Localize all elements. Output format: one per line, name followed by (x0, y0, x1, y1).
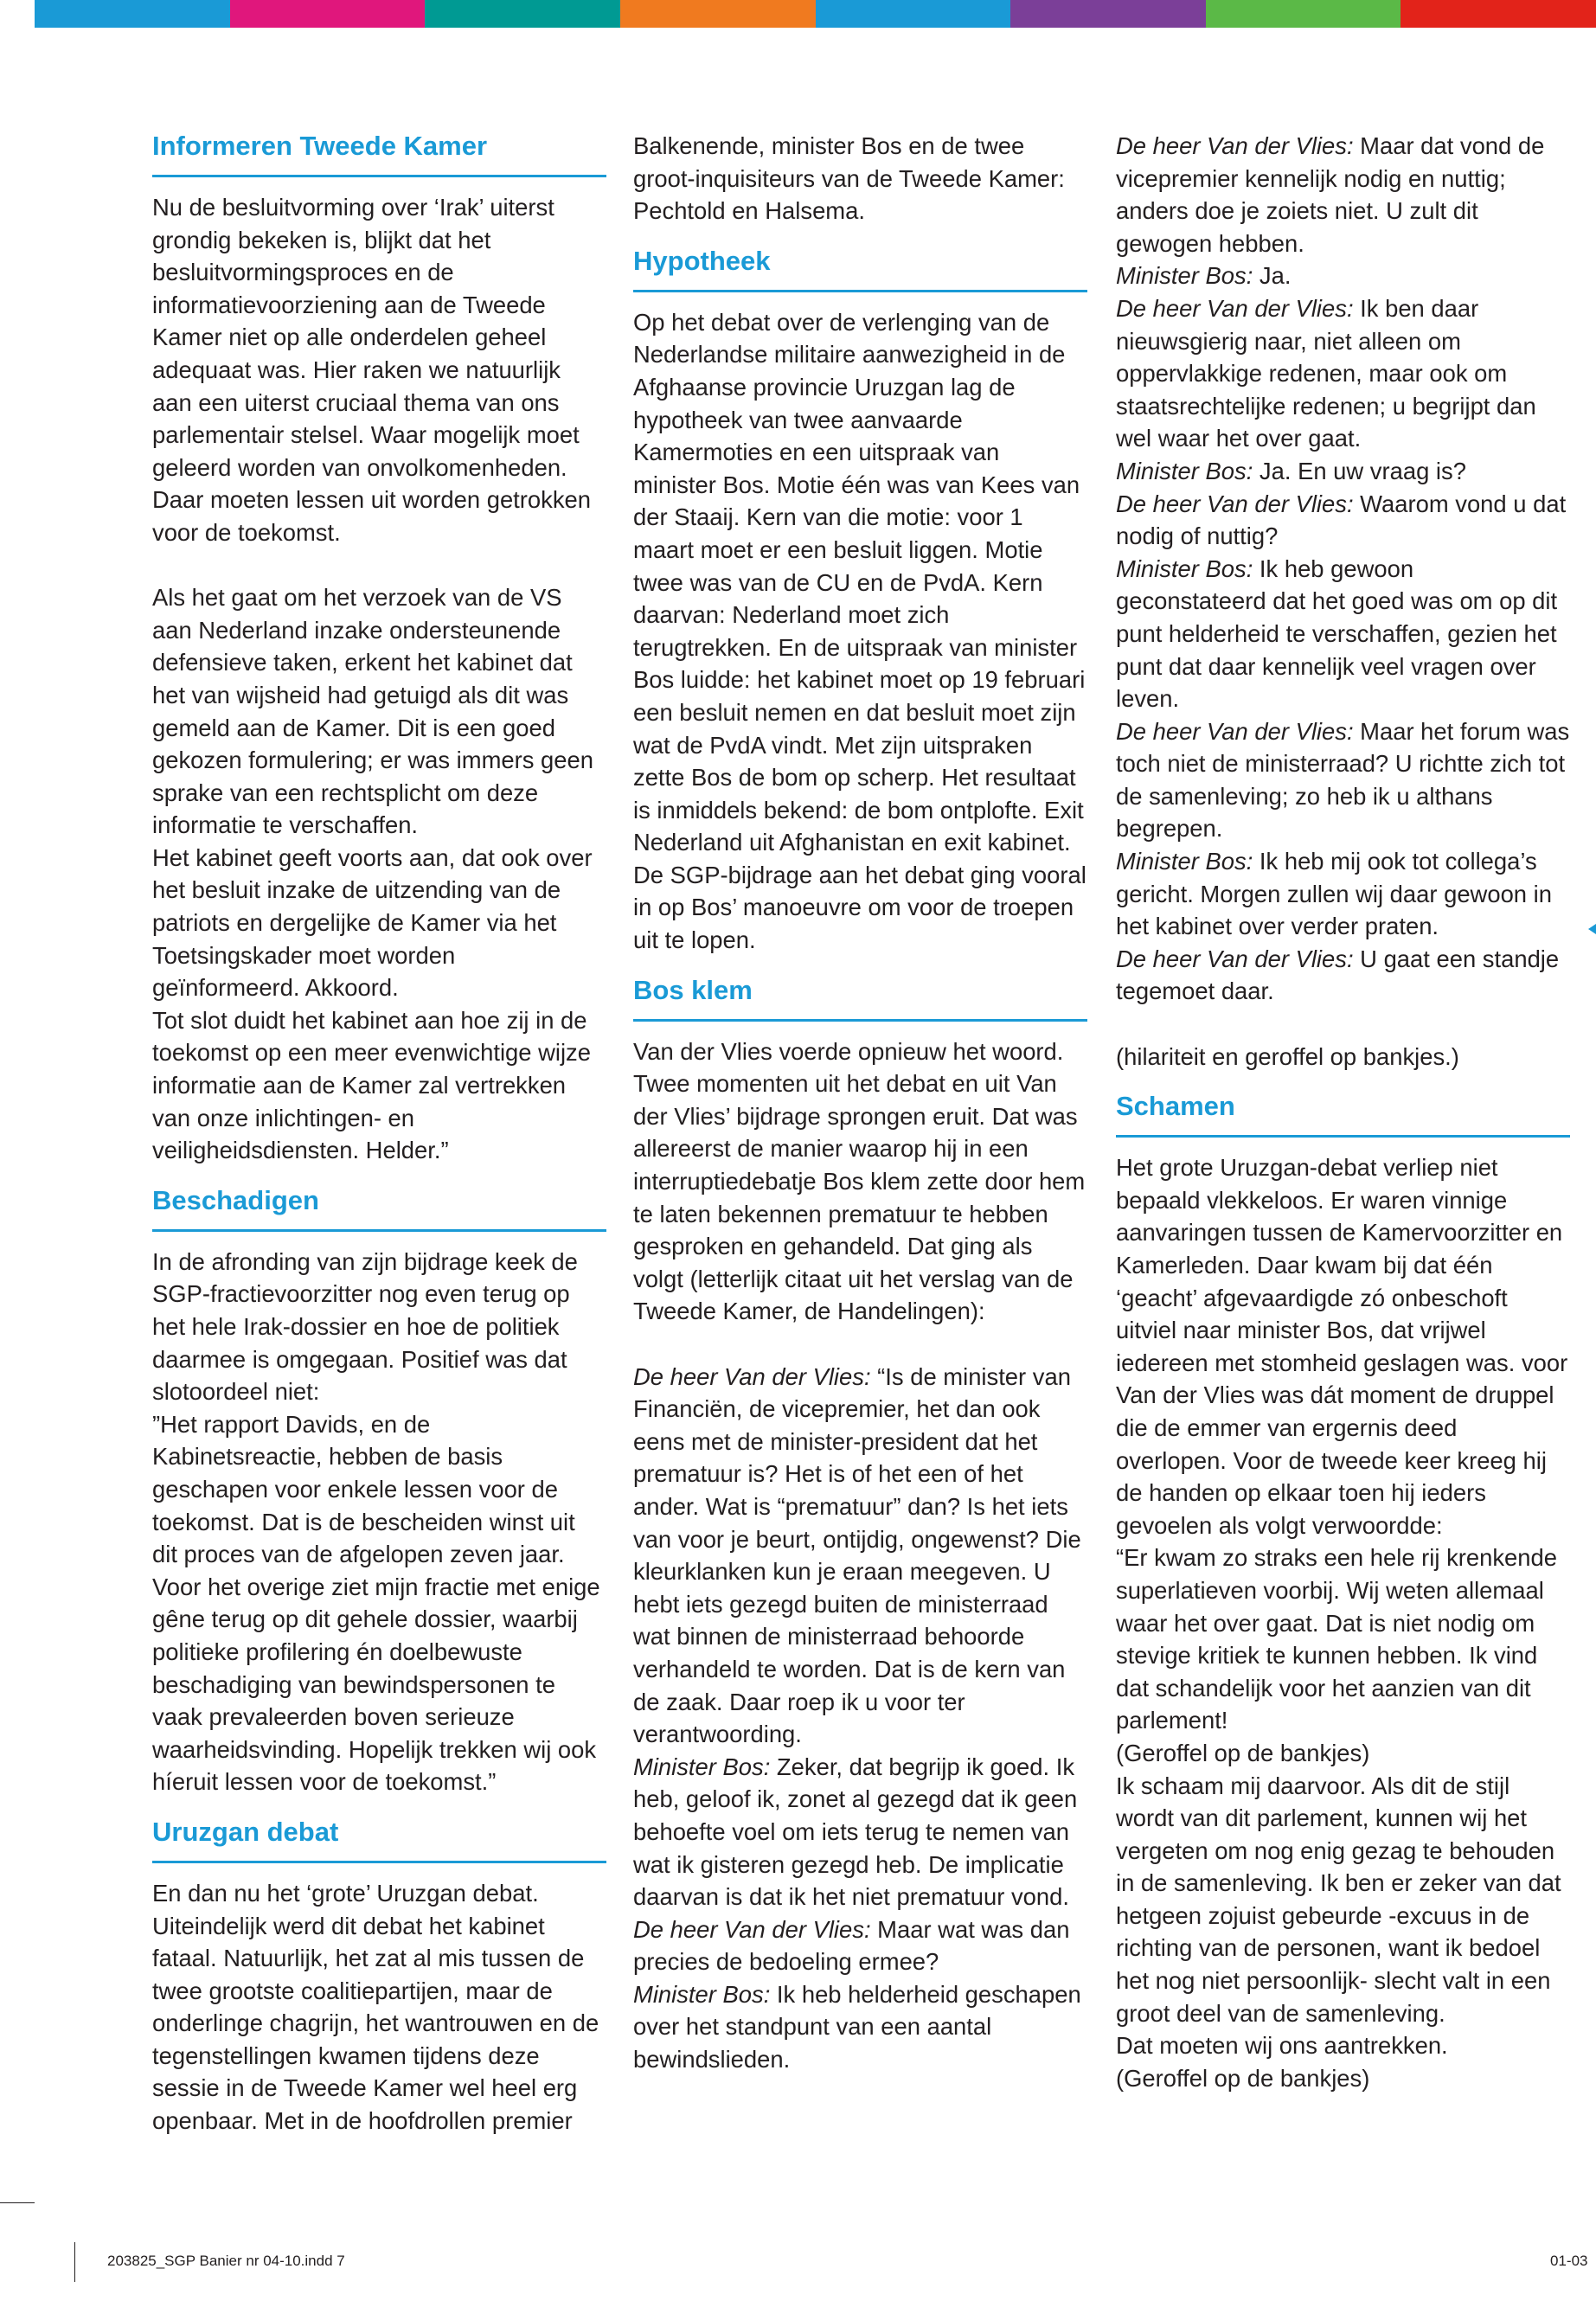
paragraph: In de afronding van zijn bijdrage keek de SGP-fractievoorzitter nog even terug op het hele Irak-dossier en hoe de politiek daarmee is omgegaan. Positief was dat slotoordeel niet: (152, 1247, 578, 1406)
footer-date: 01-03 (1550, 2253, 1588, 2269)
paragraph: Het grote Uruzgan-debat verliep niet bepaald vlekkeloos. Er waren vinnige aanvaringen tussen de Kamervoorzitter en Kamerleden. Daar kwam bij dat één ‘geacht’ afgevaardigde zó onbeschoft uitviel naar minister Bos, dat vrijwel iedereen met stomheid geslagen was. voor Van der Vlies was dát moment de druppel die de emmer van ergernis deed overlopen. Voor de tweede keer kreeg hij de handen op elkaar toen hij ieders gevoelen als volgt verwoordde: (1116, 1154, 1568, 1539)
speech: Ik heb gewoon geconstateerd dat het goed was om op dit punt helderheid te verschaffen, gezien het punt dat daar kennelijk veel vragen over leven. (1116, 554, 1558, 713)
dialogue-line (1116, 455, 1570, 488)
paragraph: (hilariteit en geroffel op bankjes.) (1116, 1042, 1459, 1070)
color-bar-segment (1010, 0, 1206, 28)
speaker: De heer Van der Vlies: (1116, 294, 1354, 322)
heading-hypotheek: Hypotheek (633, 245, 771, 276)
color-bar-segment (620, 0, 816, 28)
heading-rule (633, 290, 1087, 292)
speech: Ik heb helderheid geschapen over het standpunt van een aantal bewindslieden. (633, 1980, 1081, 2073)
speech: Ik ben daar nieuwsgierig naar, niet alleen om oppervlakkige redenen, maar ook om staatsrechtelijke redenen; u begrijpt dan wel waar het over gaat. (1116, 294, 1536, 452)
paragraph: “Er kwam zo straks een hele rij krenkende superlatieven voorbij. Wij weten allemaal waar het over gaat. Dat is niet nodig om stevige kritiek te kunnen hebben. Ik vind dat schandelijk voor het aanzien van dit parlement! (1116, 1544, 1557, 1734)
crop-mark (74, 2242, 75, 2282)
heading-informeren: Informeren Tweede Kamer (152, 131, 488, 161)
speaker: De heer Van der Vlies: (1116, 945, 1354, 972)
paragraph: Dat moeten wij ons aantrekken. (1116, 2032, 1448, 2060)
heading-rule (152, 175, 606, 177)
paragraph: Van der Vlies voerde opnieuw het woord. Twee momenten uit het debat en uit Van der Vlies’ bijdrage sprongen eruit. Dat was allereerst de manier waarop hij in een interruptiedebatje Bos klem zette door hem te laten bekennen prematuur te hebben gesproken en gehandeld. Dat ging als volgt (letterlijk citaat uit het verslag van de Tweede Kamer, de Handelingen): (633, 1037, 1086, 1325)
footer-file-name: 203825_SGP Banier nr 04-10.indd 7 (107, 2253, 345, 2269)
dialogue-line (1116, 553, 1570, 715)
paragraph: Tot slot duidt het kabinet aan hoe zij in de toekomst op een meer evenwichtige wijze informatie aan de Kamer zal vertrekken van onze inlichtingen- en veiligheidsdiensten. Helder.” (152, 1006, 591, 1164)
speaker: De heer Van der Vlies: (1116, 717, 1354, 745)
column-1 (152, 130, 606, 2138)
paragraph: (Geroffel op de bankjes) (1116, 1739, 1370, 1766)
dialogue-line (1116, 943, 1570, 1008)
heading-schamen: Schamen (1116, 1091, 1235, 1122)
dialogue-line (1116, 292, 1570, 455)
color-bar-segment (1401, 0, 1596, 28)
column-2 (633, 130, 1087, 2076)
heading-rule (633, 1019, 1087, 1022)
dialogue-line (1116, 845, 1570, 943)
speaker: Minister Bos: (1116, 457, 1253, 484)
speech: Ik heb mij ook tot collega’s gericht. Morgen zullen wij daar gewoon in het kabinet over verder praten. (1116, 848, 1552, 940)
speech: Waarom vond u dat nodig of nuttig? (1116, 490, 1567, 550)
dialogue-line (1116, 488, 1570, 553)
column-3 (1116, 130, 1570, 2094)
color-bar-segment (1206, 0, 1401, 28)
dialogue-line (633, 1361, 1087, 1751)
color-bar-segment (425, 0, 620, 28)
dialogue-line (633, 1913, 1087, 1978)
margin-marker-icon (1588, 924, 1596, 934)
speaker: De heer Van der Vlies: (1116, 132, 1354, 159)
paragraph: Op het debat over de verlenging van de Nederlandse militaire aanwezigheid in de Afghaanse provincie Uruzgan lag de hypotheek van twee aanvaarde Kamermoties en een uitspraak van minister Bos. Motie één was van Kees van der Staaij. Kern van die motie: voor 1 maart moet er een besluit liggen. Motie twee was van de CU en de PvdA. Kern daarvan: Nederland moet zich terugtrekken. En de uitspraak van minister Bos luidde: het kabinet moet op 19 februari een besluit nemen en dat besluit moet zijn wat de PvdA vindt. Met zijn uitspraken zette Bos de bom op scherp. Het resultaat is inmiddels bekend: de bom ontplofte. Exit Nederland uit Afghanistan en exit kabinet. De SGP-bijdrage aan het debat ging vooral in op Bos’ manoeuvre om voor de troepen uit te lopen. (633, 308, 1086, 954)
speaker: Minister Bos: (633, 1753, 771, 1780)
dialogue-line (633, 1751, 1087, 1913)
color-bar-segment (35, 0, 230, 28)
paragraph: Ik schaam mij daarvoor. Als dit de stijl wordt van dit parlement, kunnen wij het vergeten om nog enig gezag te behouden in de samenleving. Ik ben er zeker van dat hetgeen zojuist gebeurde -excuus in de richting van de personen, want ik bedoel het nog niet persoonlijk- slecht valt in een groot deel van de samenleving. (1116, 1772, 1561, 2027)
speech: Zeker, dat begrijp ik goed. Ik heb, geloof ik, zonet al gezegd dat ik geen behoefte voel om iets terug te nemen van wat ik gisteren gezegd heb. De implicatie daarvan is dat ik het niet prematuur vond. (633, 1753, 1078, 1911)
speaker: Minister Bos: (1116, 848, 1253, 875)
spacer (633, 957, 1087, 974)
color-bar-segment (816, 0, 1011, 28)
speech: Ja. (1253, 262, 1292, 290)
paragraph: En dan nu het ‘grote’ Uruzgan debat. Uiteindelijk werd dit debat het kabinet fataal. Natuurlijk, het zat al mis tussen de twee grootste coalitiepartijen, maar de onderlinge chagrijn, het wantrouwen en de tegenstellingen kwamen tijdens deze sessie in de Tweede Kamer wel heel erg openbaar. Met in de hoofdrollen premier (152, 1879, 599, 2135)
heading-bos-klem: Bos klem (633, 974, 753, 1005)
spacer (152, 1798, 606, 1816)
dialogue-line (1116, 715, 1570, 845)
speaker: Minister Bos: (1116, 554, 1253, 582)
paragraph: Nu de besluitvorming over ‘Irak’ uiterst grondig bekeken is, blijkt dat het besluitvormingsproces en de informatievoorziening aan de Tweede Kamer niet op alle onderdelen geheel adequaat was. Hier raken we natuurlijk aan een uiterst cruciaal thema van ons parlementair stelsel. Waar mogelijk moet geleerd worden van onvolkomenheden. Daar moeten lessen uit worden getrokken voor de toekomst. (152, 194, 592, 546)
spacer (152, 1167, 606, 1184)
heading-beschadigen: Beschadigen (152, 1184, 319, 1215)
dialogue-line (1116, 130, 1570, 260)
dialogue-line (633, 1978, 1087, 2076)
paragraph: (Geroffel op de bankjes) (1116, 2064, 1370, 2092)
speaker: De heer Van der Vlies: (1116, 490, 1354, 517)
color-bar (35, 0, 1596, 28)
color-bar-segment (230, 0, 426, 28)
heading-rule (152, 1229, 606, 1232)
speaker: De heer Van der Vlies: (633, 1362, 871, 1390)
dialogue-line (1116, 260, 1570, 292)
spacer (633, 228, 1087, 245)
heading-rule (152, 1861, 606, 1863)
crop-mark (0, 2202, 35, 2203)
heading-rule (1116, 1135, 1570, 1138)
speech: Maar wat was dan precies de bedoeling ermee? (633, 1915, 1070, 1976)
speaker: Minister Bos: (1116, 262, 1253, 290)
paragraph: Balkenende, minister Bos en de twee groot-inquisiteurs van de Tweede Kamer: Pechtold en Halsema. (633, 132, 1065, 225)
speech: Maar dat vond de vicepremier kennelijk nodig en nuttig; anders doe je zoiets niet. U zult dit gewogen hebben. (1116, 132, 1545, 257)
paragraph: Het kabinet geeft voorts aan, dat ook over het besluit inzake de uitzending van de patriots en dergelijke de Kamer via het Toetsingskader moet worden geïnformeerd. Akkoord. (152, 843, 593, 1002)
paragraph: Als het gaat om het verzoek van de VS aan Nederland inzake ondersteunende defensieve taken, erkent het kabinet dat het van wijsheid had getuigd als dit was gemeld aan de Kamer. Dit is een goed gekozen formulering; er was immers geen sprake van een rechtsplicht om deze informatie te verschaffen. (152, 584, 593, 839)
spacer (1116, 1073, 1570, 1090)
speech: Maar het forum was toch niet de ministerraad? U richtte zich tot de samenleving; zo heb ik u althans begrepen. (1116, 717, 1570, 843)
speech: “Is de minister van Financiën, de vicepremier, het dan ook eens met de minister-president dat het prematuur is? Het is of het een of het ander. Wat is “prematuur” dan? Is het iets van voor je beurt, ontijdig, ongewenst? Die kleurklanken kun je eraan meegeven. U hebt iets gezegd buiten de ministerraad wat binnen de ministerraad behoorde verhandeld te worden. Dat is de kern van de zaak. Daar roep ik u voor ter verantwoording. (633, 1362, 1081, 1748)
speech: Ja. En uw vraag is? (1253, 457, 1466, 484)
speaker: Minister Bos: (633, 1980, 771, 2008)
speech: U gaat een standje tegemoet daar. (1116, 945, 1560, 1005)
paragraph: ”Het rapport Davids, en de Kabinetsreactie, hebben de basis geschapen voor enkele lessen voor de toekomst. Dat is de bescheiden winst uit dit proces van de afgelopen zeven jaar. Voor het overige ziet mijn fractie met enige gêne terug op dit gehele dossier, waarbij politieke profilering én doelbewuste beschadiging van bewindspersonen te vaak prevaleerden boven serieuze waarheidsvinding. Hopelijk trekken wij ook híeruit lessen voor de toekomst.” (152, 1410, 600, 1796)
speaker: De heer Van der Vlies: (633, 1915, 871, 1943)
heading-uruzgan-debat: Uruzgan debat (152, 1816, 339, 1847)
